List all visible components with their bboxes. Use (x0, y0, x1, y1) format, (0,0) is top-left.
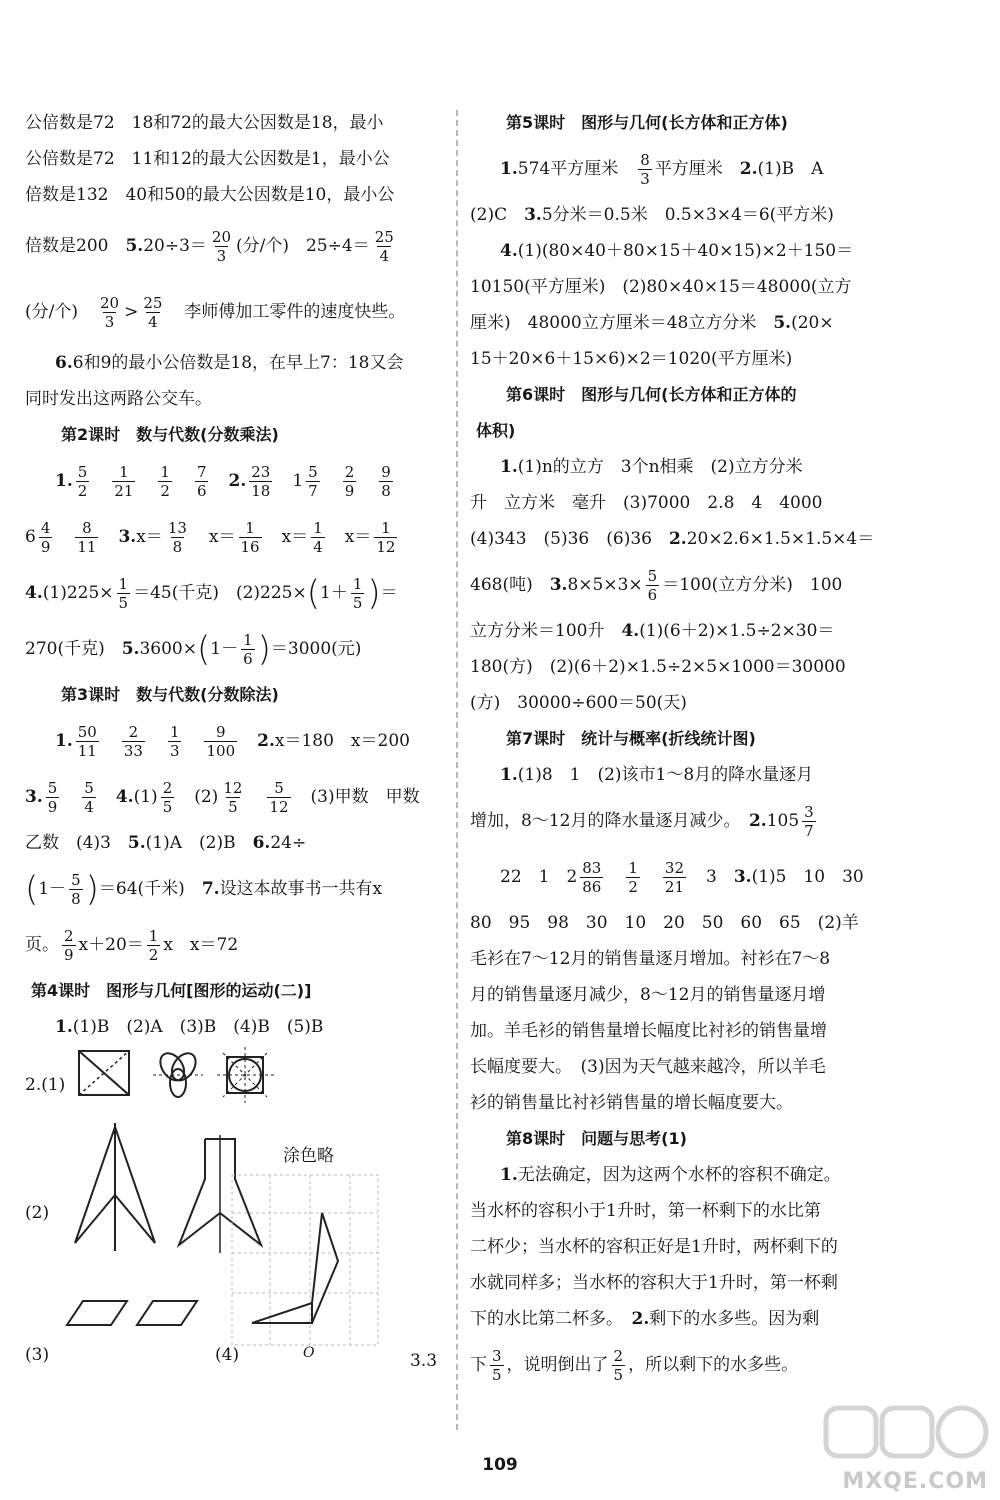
text-line: 倍数是132 40和50的最大公因数是10，最小公 (25, 185, 395, 205)
symmetry-figure-triangle (73, 1045, 143, 1101)
symmetry-figure-trefoil (145, 1045, 211, 1105)
fraction: $\frac{1}{5}$ (352, 575, 363, 612)
fraction: $\frac{5}{8}$ (71, 871, 81, 908)
item-number: 6. (55, 353, 73, 373)
fraction: $\frac{5}{6}$ (647, 567, 658, 604)
fraction (158, 463, 172, 500)
fraction (46, 779, 60, 816)
text: x＝ (344, 527, 372, 547)
text-line: 二杯少；当水杯的容积正好是1升时，两杯剩下的 (470, 1237, 838, 1257)
denominator: 11 (77, 538, 97, 556)
text-line (470, 849, 890, 905)
item-number: 2. (739, 159, 758, 179)
text: (2) (194, 787, 219, 807)
text: 1 (292, 471, 304, 491)
fraction (374, 519, 397, 556)
figure-label: 2.(1) (25, 1075, 66, 1095)
fraction (112, 463, 135, 500)
numerator: 1 (381, 519, 391, 537)
numerator: 7 (196, 463, 207, 481)
item-number: 7. (201, 879, 220, 899)
text: ＝100(立方分米) 100 (662, 575, 843, 595)
fraction (580, 859, 603, 896)
section-heading: 第5课时 图形与几何(长方体和正方体) (506, 113, 788, 132)
text: > (124, 302, 139, 322)
symmetry-figure-square-circle (213, 1045, 279, 1105)
fraction (663, 859, 686, 896)
text: ＝3000(元) (270, 639, 362, 659)
text: 24÷ (270, 833, 307, 853)
text-line (470, 521, 890, 557)
spacer (323, 471, 340, 491)
text: 3 (706, 867, 734, 887)
numerator: 5 (77, 463, 88, 481)
fraction (39, 519, 53, 556)
denominator: 21 (664, 878, 684, 896)
left-column (25, 105, 440, 1375)
fraction: $\frac{1}{5}$ (118, 575, 129, 612)
paren: ) (85, 869, 99, 910)
text-line (470, 305, 890, 341)
spacer (92, 471, 109, 491)
fraction (267, 779, 290, 816)
text: (1)8 1 (2)该市1～8月的降水量逐月 (517, 765, 814, 785)
fraction: $\frac{1}{2}$ (148, 927, 159, 964)
numerator: 12 (223, 779, 243, 797)
spacer (192, 527, 209, 547)
fraction: $\frac{20}{3}$ (100, 294, 120, 331)
text: x x＝72 (163, 935, 239, 955)
text: 乙数 (4)3 (25, 833, 128, 853)
denominator: 7 (308, 482, 318, 500)
item-number: 2. (228, 471, 247, 491)
text-line (25, 213, 440, 279)
text: 倍数是200 (25, 236, 126, 256)
text: 增加，8～12月的降水量逐月减少。 (470, 811, 749, 831)
fraction: $\frac{3}{5}$ (492, 1347, 502, 1384)
item-number: 4. (25, 583, 43, 603)
denominator: 33 (123, 742, 143, 760)
section-heading: 第8课时 问题与思考(1) (506, 1129, 687, 1148)
numerator: 9 (381, 463, 391, 481)
text-line (470, 613, 890, 649)
spacer (294, 787, 311, 807)
text: ＝45(千克) (2)225× (133, 583, 307, 603)
item-number: 1. (55, 471, 73, 491)
item-number: 3. (25, 787, 43, 807)
item-number: 5. (773, 313, 792, 333)
item-number: 1. (500, 159, 518, 179)
paren: ( (306, 573, 321, 614)
section-heading: 第7课时 统计与概率(折线统计图) (506, 729, 756, 748)
denominator: 4 (84, 798, 94, 816)
text: (2)C (470, 205, 525, 225)
fraction: $\frac{25}{4}$ (374, 228, 394, 265)
item-number: 3. (524, 205, 542, 225)
text: (1)A (2)B (145, 833, 253, 853)
page-number: 109 (482, 1455, 518, 1475)
text-line (25, 279, 440, 345)
item-number: 2. (257, 731, 275, 751)
denominator: 12 (376, 538, 396, 556)
numerator: 2 (128, 723, 139, 741)
fraction: $\frac{2}{9}$ (64, 927, 74, 964)
fraction (76, 463, 90, 500)
numerator: 4 (40, 519, 51, 537)
text-line: 公倍数是72 11和12的最大公因数是1，最小公 (25, 149, 390, 169)
item-number: 1. (55, 1017, 73, 1037)
fraction (311, 519, 325, 556)
answer-text: 3.3 (410, 1351, 438, 1371)
text: ＝64(千米) (98, 879, 202, 899)
spacer (328, 527, 345, 547)
figure-label: (2) (25, 1203, 50, 1223)
fraction: $\frac{3}{7}$ (804, 803, 814, 840)
text: 8×5×3× (567, 575, 643, 595)
text-line: 10150(平方厘米) (2)80×40×15＝48000(立方 (470, 277, 852, 297)
fraction: $\frac{1}{6}$ (243, 631, 253, 668)
text: (1)5 10 30 (751, 867, 864, 887)
numerator: 1 (119, 463, 129, 481)
spacer (396, 471, 413, 491)
text-line (25, 621, 440, 677)
item-number: 3. (118, 527, 137, 547)
section-heading: 体积) (476, 421, 516, 440)
fraction: $\frac{2}{5}$ (613, 1347, 624, 1384)
spacer (101, 527, 118, 547)
fraction (161, 779, 175, 816)
text-line: 同时发出这两路公交车。 (25, 389, 212, 409)
fraction (221, 779, 244, 816)
text: 20÷3＝ (143, 236, 207, 256)
spacer (177, 787, 194, 807)
text: (1)B A (757, 159, 824, 179)
item-number: 1. (500, 457, 518, 477)
fraction (122, 723, 145, 760)
text: 设这本故事书一共有x (219, 879, 383, 899)
watermark-logo-icon (822, 1402, 992, 1462)
column-divider (456, 110, 458, 1430)
text: ＝ (380, 583, 398, 603)
text-line: (方) 30000÷600＝50(天) (470, 693, 687, 713)
text-line (470, 1301, 890, 1337)
numerator: 1 (245, 519, 255, 537)
text: 105 (766, 811, 800, 831)
text-line (470, 449, 890, 485)
text: 20×2.6×1.5×1.5×4＝ (686, 529, 875, 549)
item-number: 1. (500, 1165, 518, 1185)
fraction (82, 779, 96, 816)
numerator: 13 (167, 519, 187, 537)
denominator: 12 (269, 798, 289, 816)
item-number: 3. (549, 575, 568, 595)
denominator: 16 (240, 538, 260, 556)
spacer (175, 471, 192, 491)
item-number: 5. (127, 833, 146, 853)
denominator: 3 (169, 742, 180, 760)
fraction (166, 519, 189, 556)
point-o-label: O (303, 1345, 315, 1361)
spacer (211, 471, 228, 491)
spacer (240, 731, 257, 751)
denominator: 86 (582, 878, 602, 896)
denominator: 9 (344, 482, 355, 500)
denominator: 21 (114, 482, 134, 500)
spacer (102, 731, 119, 751)
denominator: 6 (196, 482, 207, 500)
denominator: 11 (77, 742, 97, 760)
text: ，说明倒出了 (506, 1355, 609, 1375)
fraction (626, 859, 640, 896)
spacer (55, 527, 72, 547)
text-line: 加。羊毛衫的销售量增长幅度比衬衫的销售量增 (470, 1021, 827, 1041)
numerator: 83 (582, 859, 602, 877)
text: 22 1 2 (500, 867, 578, 887)
section-heading: 第6课时 图形与几何(长方体和正方体的 (506, 385, 797, 404)
numerator: 9 (216, 723, 226, 741)
text: 6 (25, 527, 36, 547)
fraction (306, 463, 320, 500)
fraction: $\frac{20}{3}$ (211, 228, 231, 265)
text-line: 当水杯的容积小于1升时，第一杯剩下的水比第 (470, 1201, 821, 1221)
text: 468(吨) (470, 575, 550, 595)
text-line (470, 141, 890, 197)
text-line (25, 861, 440, 917)
text: 1－ (38, 879, 67, 899)
item-number: 3. (733, 867, 752, 887)
text-line (25, 1009, 440, 1045)
fraction: $\frac{8}{3}$ (640, 151, 650, 188)
denominator: 9 (40, 538, 51, 556)
spacer (643, 867, 660, 887)
numerator: 50 (77, 723, 97, 741)
text: (4)343 (5)36 (6)36 (470, 529, 669, 549)
text-line (25, 713, 440, 769)
spacer (99, 787, 116, 807)
denominator: 5 (162, 798, 173, 816)
text-line (25, 509, 440, 565)
item-number: 5. (121, 639, 140, 659)
spacer (275, 471, 292, 491)
fraction: $\frac{25}{4}$ (143, 294, 163, 331)
watermark (822, 1402, 992, 1494)
text: 6和9的最小公倍数是18，在早上7：18又会 (72, 353, 404, 373)
numerator: 1 (160, 463, 170, 481)
right-column (470, 105, 890, 1393)
text-line (25, 917, 440, 973)
text: (1)n的立方 3个n相乘 (2)立方分米 (517, 457, 803, 477)
spacer (62, 787, 79, 807)
numerator: 5 (274, 779, 284, 797)
text-line (470, 197, 890, 233)
text-line: 公倍数是72 18和72的最大公因数是18，最小 (25, 113, 384, 133)
spacer (400, 527, 417, 547)
paren: ( (25, 869, 39, 910)
text: (3)甲数 甲数 (310, 787, 420, 807)
fraction (75, 519, 98, 556)
section-heading: 第3课时 数与代数(分数除法) (61, 685, 279, 704)
numerator: 1 (169, 723, 180, 741)
numerator: 5 (84, 779, 94, 797)
fraction (343, 463, 357, 500)
text-line (470, 233, 890, 269)
text: x＝180 x＝200 (274, 731, 410, 751)
arrow-figure (65, 1123, 165, 1253)
text: 5分米＝0.5米 0.5×3×4＝6(平方米) (541, 205, 834, 225)
text: 3600× (139, 639, 197, 659)
text: (分/个) 25÷4＝ (236, 236, 370, 256)
text-line: 月的销售量逐月减少，8～12月的销售量逐月增 (470, 985, 826, 1005)
denominator: 4 (313, 538, 323, 556)
numerator: 23 (251, 463, 271, 481)
denominator: 18 (251, 482, 271, 500)
text-line (470, 793, 890, 849)
text-line: 水就同样多；当水杯的容积大于1升时，第一杯剩 (470, 1273, 838, 1293)
text-line (470, 1157, 890, 1193)
text: (1)225× (42, 583, 114, 603)
text-line: 长幅度要大。 (3)因为天气越来越冷，所以羊毛 (470, 1057, 826, 1077)
text: 270(千克) (25, 639, 122, 659)
text: 下的水比第二杯多。 (470, 1309, 632, 1329)
text: (1)(6＋2)×1.5÷2×30＝ (639, 621, 835, 641)
numerator: 1 (628, 859, 638, 877)
item-number: 1. (500, 765, 518, 785)
text: (分/个) (25, 302, 95, 322)
paren: ) (367, 573, 381, 614)
text: 李师傅加工零件的速度快些。 (167, 302, 406, 322)
text: 剩下的水多些。因为剩 (649, 1309, 820, 1329)
numerator: 8 (82, 519, 92, 537)
watermark-url: MXQE.COM (842, 1469, 988, 1494)
denominator: 5 (228, 798, 238, 816)
item-number: 6. (252, 833, 271, 853)
denominator: 2 (628, 878, 638, 896)
text: (1) (133, 787, 158, 807)
denominator: 2 (160, 482, 170, 500)
spacer (689, 867, 706, 887)
fraction (76, 723, 99, 760)
text-line: 升 立方米 毫升 (3)7000 2.8 4 4000 (470, 493, 823, 513)
spacer (184, 731, 201, 751)
item-number: 2. (631, 1309, 650, 1329)
text-line (25, 565, 440, 621)
figure-label: (3) (25, 1345, 50, 1365)
numerator: 5 (308, 463, 318, 481)
rotation-grid-figure (230, 1173, 380, 1353)
text: x＝ (136, 527, 163, 547)
item-number: 2. (748, 811, 767, 831)
numerator: 1 (313, 519, 323, 537)
figure-label: (4) (215, 1345, 240, 1365)
item-number: 5. (125, 236, 144, 256)
paren: ( (196, 629, 211, 670)
numerator: 2 (344, 463, 355, 481)
spacer (148, 731, 165, 751)
text: 平方厘米 (654, 159, 740, 179)
text: (1)B (2)A (3)B (4)B (5)B (72, 1017, 324, 1037)
figure-note: 涂色略 (283, 1146, 334, 1166)
denominator: 100 (206, 742, 236, 760)
text-line (470, 557, 890, 613)
text-line: 15＋20×6＋15×6)×2＝1020(平方厘米) (470, 349, 793, 369)
denominator: 2 (77, 482, 88, 500)
fraction (195, 463, 209, 500)
spacer (138, 471, 155, 491)
text: 立方分米＝100升 (470, 621, 622, 641)
text: x＋20＝ (78, 935, 144, 955)
text: 页。 (25, 935, 59, 955)
text: 574平方厘米 (517, 159, 636, 179)
text-line: 180(方) (2)(6＋2)×1.5÷2×5×1000＝30000 (470, 657, 846, 677)
section-heading: 第4课时 图形与几何[图形的运动(二)] (31, 981, 312, 1000)
denominator: 8 (381, 482, 391, 500)
text: 厘米) 48000立方厘米＝48立方分米 (470, 313, 774, 333)
text: x＝ (281, 527, 309, 547)
paren: ) (257, 629, 271, 670)
item-number: 2. (668, 529, 687, 549)
denominator: 9 (47, 798, 58, 816)
text-line (25, 453, 440, 509)
fraction (379, 463, 393, 500)
text-line (470, 1337, 890, 1393)
spacer (265, 527, 282, 547)
item-number: 4. (621, 621, 640, 641)
parallelogram-figures (65, 1295, 205, 1335)
fraction (239, 519, 262, 556)
fraction (168, 723, 182, 760)
item-number: 1. (55, 731, 73, 751)
text: 1＋ (320, 583, 348, 603)
section-heading: 第2课时 数与代数(分数乘法) (61, 425, 279, 444)
text: 下 (470, 1355, 487, 1375)
figure-area (25, 1045, 440, 1375)
numerator: 2 (162, 779, 173, 797)
text: 无法确定，因为这两个水杯的容积不确定。 (517, 1165, 841, 1185)
item-number: 4. (115, 787, 134, 807)
fraction (249, 463, 272, 500)
text-line (25, 345, 440, 381)
denominator: 8 (172, 538, 183, 556)
spacer (359, 471, 376, 491)
text: (1)(80×40＋80×15＋40×15)×2＋150＝ (517, 241, 854, 261)
spacer (247, 787, 264, 807)
text-line: 毛衫在7～12月的销售量逐月增加。衬衫在7～8 (470, 949, 831, 969)
text-line: 衫的销售量比衬衫销售量的增长幅度要大。 (470, 1093, 793, 1113)
text: 1－ (210, 639, 239, 659)
fraction (204, 723, 237, 760)
item-number: 4. (500, 241, 518, 261)
text: x＝ (208, 527, 236, 547)
numerator: 5 (47, 779, 58, 797)
numerator: 32 (664, 859, 684, 877)
text-line (25, 825, 440, 861)
text: (20× (791, 313, 834, 333)
text-line (470, 757, 890, 793)
text-line: 80 95 98 30 10 20 50 60 65 (2)羊 (470, 913, 859, 933)
spacer (606, 867, 623, 887)
text-line (25, 769, 440, 825)
text: ，所以剩下的水多些。 (628, 1355, 799, 1375)
